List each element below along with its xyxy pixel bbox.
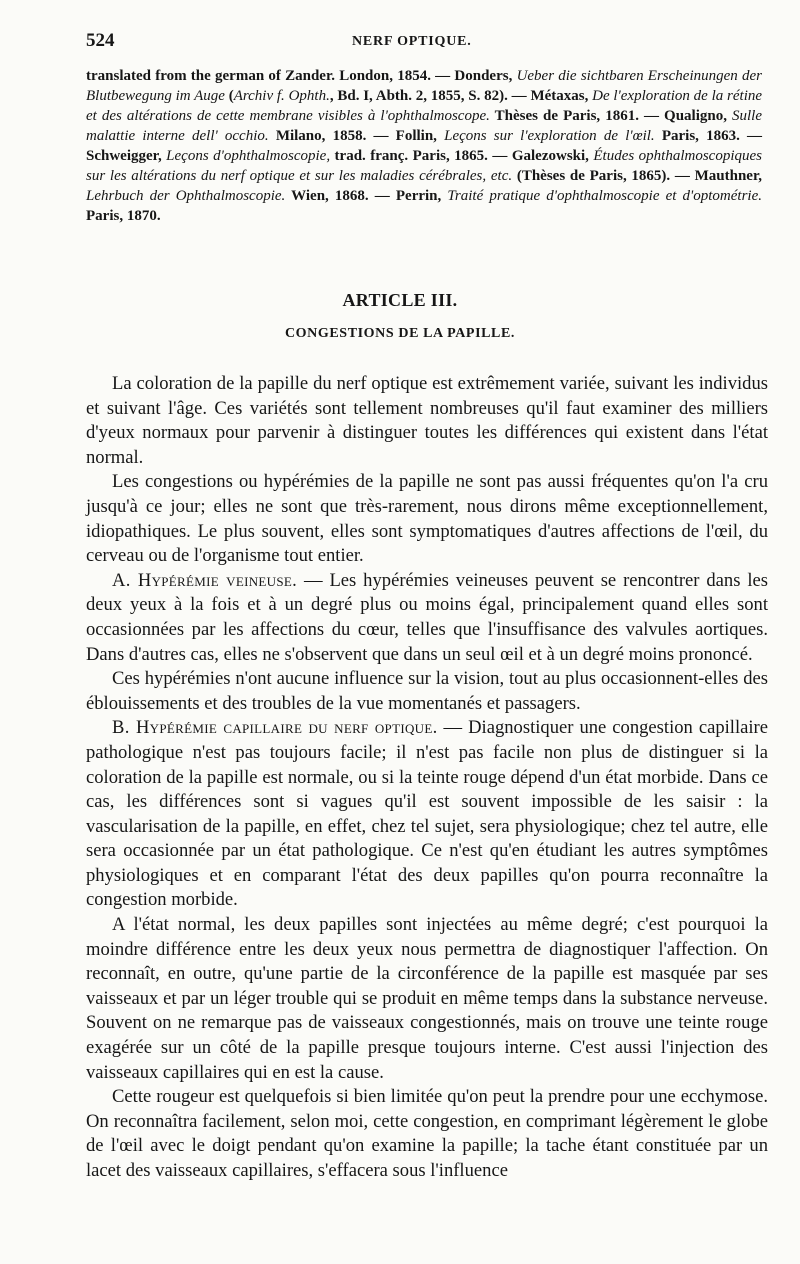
biblio-title: Leçons sur l'exploration de l'œil. [444,128,655,144]
paragraph: A l'état normal, les deux papilles sont injectées au même degré; c'est pourquoi la moindre différence entre les deux yeux nous permettra de diagnostiquer l'affection. On reconnaît, en outre, qu'une partie de la circonférence de la papille est masquée par ses vaisseaux et par un léger trouble qui se produit en même temps dans la substance nerveuse. Souvent on ne remarque pas de vaisseaux congestionnés, mais on trouve une teinte rouge exagérée sur un côté de la papille presque toujours interne. C'est aussi l'injection des vaisseaux capillaires qui en est la cause. [86,914,768,1083]
biblio-title: Sulle malattie interne dell' occhio. [86,108,763,144]
biblio-text: Paris, 1870. [86,208,161,224]
biblio-title: Traité pratique d'ophthalmoscopie et d'optométrie. [447,188,763,204]
biblio-text: ( [228,88,234,104]
subsection-heading: B. Hypérémie capillaire du nerf optique. [112,717,438,739]
running-title: NERF OPTIQUE. [352,34,472,49]
page-number: 524 [86,30,115,51]
paragraph-text: — Diagnostiquer une congestion capillaire pathologique n'est pas toujours facile; il n'est pas facile non plus de distinguer si la coloration de la papille est normale, ou si la teinte rouge dépend d'un état morbide. Dans ce cas, les différences sont si vagues qu'il est souvent impossible de les saisir : la vascularisation de la papille, en effet, chez tel sujet, sera physiologique; chez tel autre, elle sera occasionnée par un état pathologique. Ce n'est qu'en étudiant les autres symptômes physiologiques et en comparant l'état des deux papilles qu'on pourra reconnaître la congestion morbide. [86,717,768,911]
biblio-text: , Bd. I, Abth. 2, 1855, S. 82). — Métaxas, [329,88,589,104]
paragraph [86,716,768,913]
paragraph-text: — Les hypérémies veineuses peuvent se rencontrer dans les deux yeux à la fois et à un degré plus ou moins égal, principalement quand elles sont occasionnées par les affections du cœur, telles que l'insuffisance des valvules aortiques. Dans d'autres cas, elles ne s'observent que dans un seul œil et à un degré moins prononcé. [86,569,768,665]
paragraph: Les congestions ou hypérémies de la papille ne sont pas aussi fréquentes qu'on l'a cru jusqu'à ce jour; elles ne sont que très-rarement, nous dirons même exceptionnellement, idiopathiques. Le plus souvent, elles sont symptomatiques d'autres affections de l'œil, du cerveau ou de l'organisme tout entier. [86,471,768,567]
biblio-text: Wien, 1868. — Perrin, [291,188,442,204]
biblio-text: translated from the german of Zander. London, 1854. — Donders, [86,68,513,84]
biblio-text: Milano, 1858. — Follin, [275,128,437,144]
biblio-text: trad. franç. Paris, 1865. — Galezowski, [334,148,589,164]
biblio-title: Ueber die sichtbaren Erscheinungen der Blutbewegung im Auge [86,68,762,104]
article-title: ARTICLE III. [342,290,458,310]
paragraph: La coloration de la papille du nerf optique est extrêmement variée, suivant les individus et suivant l'âge. Ces variétés sont tellement nombreuses qu'il faut examiner des milliers d'yeux normaux pour parvenir à distinguer toutes les différences qui existent dans l'état normal. [86,373,768,468]
paragraph: Cette rougeur est quelquefois si bien limitée qu'on peut la prendre pour une ecchymose. On reconnaîtra facilement, selon moi, cette congestion, en comprimant légèrement le globe de l'œil avec le doigt pendant qu'on examine la papille; la tache étant constituée par un lacet des vaisseaux capillaires, s'effacera sous l'influence [86,1086,768,1181]
paragraph: Ces hypérémies n'ont aucune influence sur la vision, tout au plus occasionnent-elles des éblouissements et des troubles de la vue momentanés et passagers. [86,668,768,714]
biblio-title: De l'exploration de la rétine et des altérations de cette membrane visibles à l'ophthalmoscope. [86,88,763,124]
subsection-heading: A. Hypérémie veineuse. [112,569,298,591]
biblio-text: Thèses de Paris, 1861. — Qualigno, [494,108,727,124]
page-header [86,30,766,58]
paragraph [86,569,768,667]
body-text [86,372,768,1184]
biblio-title: Leçons d'ophthalmoscopie, [166,148,331,164]
bibliography-block [86,66,762,226]
biblio-text: (Thèses de Paris, 1865). — Mauthner, [516,168,762,184]
section-title: CONGESTIONS DE LA PAPILLE. [284,326,516,341]
biblio-title: Études ophthalmoscopiques sur les altérations du nerf optique et sur les maladies cérébrales, etc. [86,148,763,184]
biblio-text: Paris, 1863. — Schweigger, [86,128,763,164]
biblio-title: Lehrbuch der Ophthalmoscopie. [86,188,286,204]
biblio-title: Archiv f. Ophth. [233,88,330,104]
